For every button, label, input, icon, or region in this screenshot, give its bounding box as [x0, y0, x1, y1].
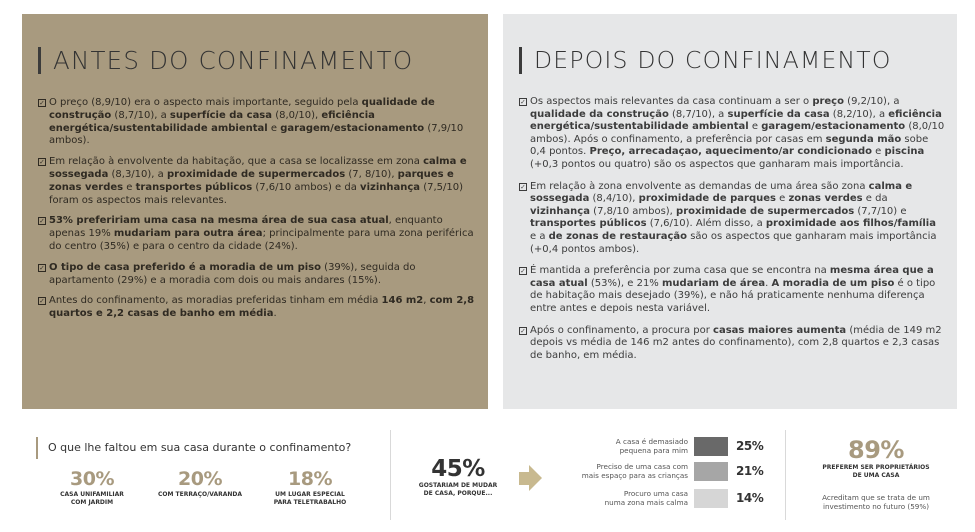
bold-segment: qualidade da construção	[530, 108, 669, 120]
bold-segment: vizinhança	[360, 181, 421, 193]
bold-segment: 53% prefeririam uma casa na mesma área de sua casa atual	[49, 215, 389, 227]
text-segment: Em relação à zona envolvente as demandas de uma área são zona	[530, 180, 869, 192]
text-segment: (8,7/10), a	[668, 108, 728, 120]
arrow-right-icon	[519, 472, 529, 485]
stat-value: 18%	[288, 468, 332, 490]
stat-value: 89%	[848, 436, 904, 464]
reason-bar	[694, 437, 728, 456]
text-segment: (8,0/10),	[272, 109, 322, 121]
checkbox-icon: ✓	[39, 158, 45, 167]
checkbox-icon: ✓	[520, 182, 526, 191]
bullet-text	[49, 295, 474, 319]
text-segment: e	[775, 193, 789, 205]
text-segment: (7,7/10) e	[854, 205, 907, 217]
reason-percent: 25%	[736, 439, 764, 453]
reason-bar	[694, 462, 728, 481]
text-segment: é o tipo de habitação mais desejado (39%), e não há praticamente nenhuma diferença entre antes e depois nesta variável.	[530, 277, 936, 314]
text-segment: (7, 8/10),	[345, 168, 398, 180]
bold-segment: calma e sossegada	[530, 180, 913, 205]
before-title: ANTES DO CONFINAMENTO	[53, 46, 414, 75]
bullet-item	[38, 97, 476, 148]
checkbox-icon: ✓	[520, 98, 526, 106]
bold-segment: casas maiores aumenta	[713, 324, 847, 336]
stat-single-family	[52, 468, 132, 506]
after-list	[519, 96, 945, 371]
text-segment: e	[267, 122, 281, 134]
text-segment: Os aspectos mais relevantes da casa continuam a ser o	[530, 96, 813, 107]
bold-segment: segunda mão	[825, 133, 902, 145]
bullet-item	[519, 265, 945, 315]
text-segment: (53%), e 21%	[587, 277, 662, 289]
text-segment: O preço (8,9/10) era o aspecto mais importante, seguido pela	[49, 97, 362, 108]
reason-label: Procuro uma casa numa zona mais calma	[604, 489, 688, 507]
text-segment: Após o confinamento, a procura por	[530, 324, 714, 336]
divider	[785, 430, 786, 520]
text-segment: (média de 149 m2 depois vs média de 146 m2 antes do confinamento), com 2,8 quartos e 2,3 casas de banho, em média.	[530, 324, 942, 361]
bold-segment: proximidade de supermercados	[676, 205, 855, 217]
bold-segment: Preço, arrecadaçao, aquecimento/ar condicionado	[589, 146, 872, 158]
bullet-text	[530, 181, 936, 255]
reason-row	[560, 437, 780, 459]
before-panel	[22, 14, 488, 409]
bullet-item	[38, 215, 476, 253]
bullet-item	[38, 262, 476, 288]
text-segment: (9,2/10), a	[843, 96, 900, 107]
checkbox-icon: ✓	[520, 267, 526, 276]
bullet-text	[49, 156, 467, 205]
after-title: DEPOIS DO CONFINAMENTO	[534, 46, 892, 74]
bold-segment: qualidade de construção	[49, 97, 435, 121]
bold-segment: parques e zonas verdes	[49, 168, 454, 193]
stat-label: PREFEREM SER PROPRIETÁRIOS DE UMA CASA	[822, 464, 930, 479]
stat-want-to-move	[418, 456, 498, 497]
bold-segment: A moradia de um piso	[771, 277, 895, 289]
reason-row	[560, 462, 780, 484]
text-segment: .	[765, 277, 772, 289]
divider	[390, 430, 391, 520]
bold-segment: transportes públicos	[135, 181, 253, 193]
bullet-text	[530, 265, 935, 314]
text-segment: (39%), seguida do apartamento (29%) e a moradia com dois ou mais andares (15%).	[49, 261, 416, 286]
text-segment: sobe 0,4 pontos.	[530, 133, 929, 158]
text-segment: Antes do confinamento, as moradias preferidas tinham em média	[49, 295, 382, 307]
bullet-item	[519, 181, 945, 257]
title-accent-bar	[38, 47, 41, 74]
reason-label: Preciso de uma casa com mais espaço para as crianças	[581, 462, 688, 480]
bullet-item	[38, 295, 476, 321]
title-accent-bar	[519, 47, 522, 74]
text-segment: e da	[862, 193, 888, 205]
checkbox-icon: ✓	[39, 263, 45, 272]
text-segment: são os aspectos que ganharam mais importância (+0,4 pontos ambos).	[530, 230, 937, 255]
bold-segment: eficiência energética/sustentabilidade ambiental	[530, 108, 942, 133]
after-title-block	[519, 46, 892, 74]
text-segment: , enquanto apenas 19%	[49, 215, 443, 240]
text-segment: É mantida a preferência por zuma casa que se encontra na	[530, 265, 830, 277]
stat-label: UM LUGAR ESPECIAL PARA TELETRABALHO	[273, 491, 347, 506]
stat-value: 30%	[70, 468, 114, 490]
question-text: O que lhe faltou em sua casa durante o confinamento?	[48, 441, 352, 454]
bold-segment: proximidade aos filhos/família	[765, 218, 936, 230]
before-list	[38, 97, 476, 329]
checkbox-icon: ✓	[39, 297, 45, 306]
text-segment: e a	[530, 230, 549, 242]
text-segment: (8,7/10), a	[111, 109, 170, 121]
text-segment: (8,3/10), a	[108, 168, 167, 180]
bullet-item	[519, 325, 945, 363]
bold-segment: superfície da casa	[727, 108, 830, 120]
text-segment: ,	[423, 295, 430, 307]
bold-segment: mudariam de área	[662, 277, 766, 289]
text-segment: e	[123, 181, 136, 193]
bullet-text	[530, 325, 942, 361]
bold-segment: garagem/estacionamento	[761, 121, 906, 133]
bold-segment: mesma área que a casa atual	[530, 265, 934, 289]
reason-label: A casa é demasiado pequena para mim	[615, 437, 688, 455]
stat-label: COM TERRAÇO/VARANDA	[157, 491, 243, 498]
bullet-text	[49, 97, 463, 146]
text-segment: (7,6/10). Além disso, a	[646, 218, 766, 230]
bullet-text	[49, 262, 416, 286]
after-panel	[503, 14, 957, 409]
stat-terrace	[150, 468, 250, 499]
text-segment: (7,8/10 ambos),	[589, 205, 677, 217]
bold-segment: calma e sossegada	[49, 156, 467, 180]
reason-percent: 21%	[736, 464, 764, 478]
bold-segment: superfície da casa	[169, 109, 273, 121]
checkbox-icon: ✓	[520, 326, 526, 335]
stat-telework	[265, 468, 355, 506]
bold-segment: proximidade de parques	[638, 193, 776, 205]
bold-segment: vizinhança	[530, 205, 590, 217]
bold-segment: transportes públicos	[530, 218, 647, 230]
text-segment: (7,9/10 ambos).	[49, 122, 464, 147]
bold-segment: 146 m2	[381, 295, 424, 307]
checkbox-icon: ✓	[39, 217, 45, 226]
reason-bar	[694, 489, 728, 508]
text-segment: (8,2/10), a	[829, 108, 889, 120]
text-segment: (8,0/10 ambos). Após o confinamento, a preferência por casas em	[530, 121, 945, 145]
text-segment: Em relação à envolvente da habitação, que a casa se localizasse em zona	[49, 156, 424, 168]
bold-segment: preço	[812, 96, 844, 107]
bold-segment: de zonas de restauração	[548, 230, 688, 242]
bullet-text	[49, 215, 474, 252]
text-segment: .	[273, 308, 277, 320]
text-segment: (+0,3 pontos ou quatro) são os aspectos que ganharam mais importância.	[530, 158, 904, 170]
bold-segment: garagem/estacionamento	[280, 122, 425, 134]
checkbox-icon: ✓	[39, 99, 45, 107]
bold-segment: mudariam para outra área	[113, 228, 263, 240]
reason-percent: 14%	[736, 491, 764, 505]
before-title-block	[38, 46, 413, 75]
text-segment: e	[872, 146, 885, 158]
stat-value: 45%	[431, 456, 485, 482]
text-segment: (7,5/10) foram os aspectos mais relevantes.	[49, 181, 464, 206]
text-segment: (8,4/10),	[589, 193, 639, 205]
bullet-item	[38, 156, 476, 207]
text-segment: (7,6/10 ambos) e da	[252, 181, 361, 193]
bold-segment: piscina	[884, 146, 925, 158]
stat-value: 20%	[178, 468, 222, 490]
stat-note: Acreditam que se trata de um investimento no futuro (59%)	[822, 493, 930, 511]
reason-row	[560, 489, 780, 511]
bullet-item	[519, 96, 945, 172]
bold-segment: zonas verdes	[788, 193, 863, 205]
text-segment: ; principalmente para uma zona periférica do centro (35%) e para o centro da cidade (24%).	[49, 228, 474, 252]
arrow-right-icon-head	[529, 465, 542, 491]
bold-segment: proximidade de supermercados	[166, 168, 346, 180]
stat-label: GOSTARIAM DE MUDAR DE CASA, PORQUE...	[418, 482, 498, 497]
stat-owners	[808, 436, 944, 511]
text-segment: e	[748, 121, 762, 133]
bold-segment: eficiência energética/sustentabilidade ambiental	[49, 109, 375, 134]
question-accent-bar	[36, 437, 38, 459]
bold-segment: O tipo de casa preferido é a moradia de um piso	[49, 261, 321, 273]
bullet-text	[530, 96, 944, 170]
stat-label: CASA UNIFAMILIAR COM JARDIM	[60, 491, 124, 506]
bold-segment: com 2,8 quartos e 2,2 casas de banho em média	[49, 295, 475, 320]
